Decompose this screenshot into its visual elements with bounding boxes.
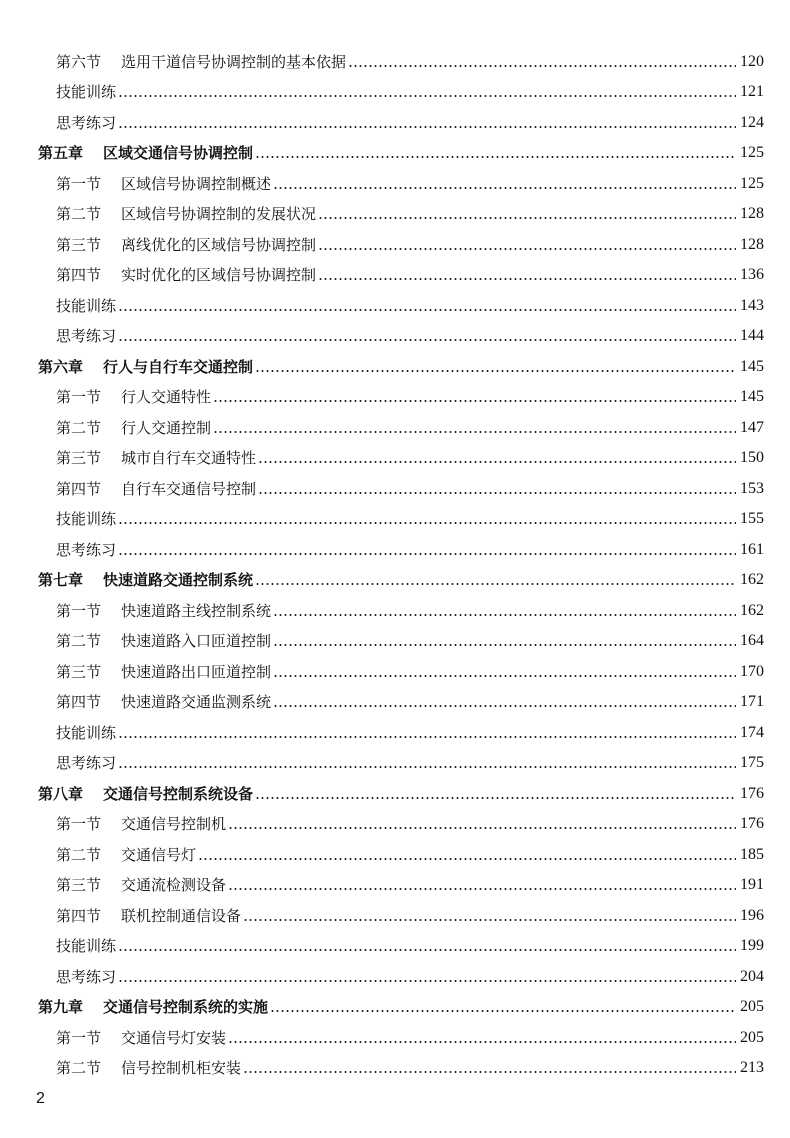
entry-page-number: 143 [740,296,764,314]
entry-title: 区域信号协调控制概述 [121,174,272,193]
entry-title: 城市自行车交通特性 [121,449,257,467]
dot-leader [118,949,736,951]
entry-title: 区域交通信号协调控制 [103,144,254,162]
entry-title: 技能训练 [56,296,117,315]
toc-chapter-entry [38,559,764,590]
entry-title-group [38,144,253,162]
dot-leader [273,614,736,616]
entry-number: 第八章 [38,784,84,803]
toc-section-entry [38,894,764,925]
entry-number: 第二节 [56,418,102,437]
entry-title: 快速道路交通控制系统 [103,571,254,589]
dot-leader [318,217,736,219]
entry-number: 第四节 [56,479,102,498]
dot-leader [213,400,736,402]
entry-title-group [38,358,253,376]
dot-leader [270,1010,736,1012]
entry-page-number: 162 [740,601,764,619]
entry-title: 技能训练 [56,510,117,528]
entry-number: 第一节 [56,388,102,406]
toc-section-entry [38,589,764,620]
entry-title: 交通信号控制机 [121,815,227,833]
entry-number: 第四节 [56,266,102,284]
entry-page-number: 175 [740,754,764,771]
toc-section-entry [38,1016,764,1047]
entry-title-group [56,205,316,223]
dot-leader [228,827,736,829]
entry-page-number: 161 [740,540,764,558]
entry-title: 快速道路主线控制系统 [121,601,272,620]
entry-title: 思考练习 [56,540,117,559]
toc-chapter-entry [38,986,764,1017]
entry-title-group [56,907,241,925]
entry-page-number: 196 [740,906,764,924]
dot-leader [273,187,736,189]
entry-title-group [56,266,316,284]
entry-title-group [56,724,116,742]
entry-title-group [56,480,256,498]
toc-section-entry [38,620,764,651]
entry-title: 技能训练 [56,723,117,742]
entry-page-number: 176 [740,815,764,832]
entry-number: 第三节 [56,876,102,894]
entry-number: 第一节 [56,601,102,620]
dot-leader [228,888,736,890]
entry-number: 第二节 [56,1059,102,1077]
entry-number: 第一节 [56,815,102,833]
entry-page-number: 120 [740,52,764,70]
toc-chapter-entry [38,772,764,803]
entry-title-group [56,419,211,437]
dot-leader [255,583,736,585]
entry-page-number: 121 [740,83,764,100]
entry-page-number: 128 [740,205,764,222]
toc-chapter-entry [38,345,764,376]
entry-page-number: 162 [740,571,764,588]
entry-title-group [56,876,226,894]
dot-leader [118,980,736,982]
entry-title: 技能训练 [56,83,117,101]
entry-page-number: 176 [740,784,764,802]
toc-section-entry [38,1047,764,1078]
entry-number: 第五章 [38,144,84,162]
entry-title: 区域信号协调控制的发展状况 [121,205,317,223]
entry-title: 行人与自行车交通控制 [103,357,254,376]
entry-number: 第一节 [56,174,102,193]
toc-section-entry [38,467,764,498]
dot-leader [273,644,736,646]
toc-section-entry [38,528,764,559]
toc-section-entry [38,681,764,712]
entry-title-group [56,937,116,955]
entry-page-number: 185 [740,845,764,863]
dot-leader [255,797,736,799]
entry-number: 第六章 [38,357,84,376]
entry-title: 思考练习 [56,113,117,132]
entry-title: 行人交通特性 [121,388,212,406]
toc-section-entry [38,101,764,132]
entry-number: 第一节 [56,1028,102,1047]
entry-number: 第七章 [38,571,84,589]
entry-page-number: 147 [740,418,764,436]
toc-section-entry [38,437,764,468]
entry-page-number: 213 [740,1059,764,1076]
page-number: 2 [36,1090,45,1107]
entry-title-group [56,449,256,467]
entry-title-group [56,846,196,864]
entry-title-group [38,998,268,1016]
entry-title-group [56,632,271,650]
entry-title: 快速道路交通监测系统 [121,693,272,711]
dot-leader [118,309,736,311]
entry-page-number: 128 [740,235,764,253]
entry-page-number: 164 [740,632,764,649]
entry-title: 自行车交通信号控制 [121,479,257,498]
entry-number: 第二节 [56,205,102,223]
entry-title-group [56,968,116,986]
entry-page-number: 191 [740,876,764,893]
dot-leader [255,156,736,158]
entry-page-number: 205 [740,1028,764,1046]
entry-number: 第二节 [56,845,102,864]
entry-page-number: 144 [740,327,764,344]
toc-section-entry [38,406,764,437]
dot-leader [273,705,736,707]
dot-leader [118,736,736,738]
entry-title-group [38,785,253,803]
dot-leader [118,522,736,524]
toc-section-entry [38,223,764,254]
toc-section-entry [38,925,764,956]
entry-page-number: 205 [740,998,764,1015]
entry-title: 思考练习 [56,967,117,986]
entry-page-number: 199 [740,937,764,954]
entry-title-group [56,83,116,101]
toc-section-entry [38,315,764,346]
dot-leader [318,278,736,280]
dot-leader [228,1041,736,1043]
toc-section-entry [38,376,764,407]
entry-title-group [56,815,226,833]
entry-title: 交通信号控制系统的实施 [103,998,269,1016]
toc-section-entry [38,71,764,102]
entry-page-number: 145 [740,388,764,405]
entry-title-group [56,327,116,345]
entry-title: 联机控制通信设备 [121,906,242,925]
toc-section-entry [38,162,764,193]
entry-number: 第四节 [56,693,102,711]
entry-title-group [56,602,271,620]
dot-leader [243,919,736,921]
dot-leader [118,766,736,768]
toc-section-entry [38,284,764,315]
entry-page-number: 204 [740,967,764,985]
entry-title-group [38,571,253,589]
entry-page-number: 170 [740,662,764,680]
entry-title-group [56,236,316,254]
toc-section-entry [38,650,764,681]
entry-title: 思考练习 [56,754,117,772]
entry-title: 选用干道信号协调控制的基本依据 [121,52,347,71]
dot-leader [258,492,736,494]
entry-title: 思考练习 [56,327,117,345]
toc-section-entry [38,498,764,529]
entry-page-number: 136 [740,266,764,283]
entry-title: 交通信号灯 [121,845,197,864]
entry-number: 第三节 [56,662,102,681]
toc-section-entry [38,803,764,834]
entry-title-group [56,53,346,71]
entry-page-number: 125 [740,144,764,161]
dot-leader [118,339,736,341]
entry-number: 第四节 [56,906,102,925]
entry-title: 行人交通控制 [121,418,212,437]
dot-leader [258,461,736,463]
dot-leader [318,248,736,250]
entry-title-group [56,510,116,528]
toc-section-entry [38,833,764,864]
entry-title-group [56,1029,226,1047]
entry-page-number: 145 [740,357,764,375]
entry-title-group [56,114,116,132]
entry-title-group [56,663,271,681]
entry-title-group [56,1059,241,1077]
entry-title: 交通流检测设备 [121,876,227,894]
entry-title: 技能训练 [56,937,117,955]
entry-number: 第六节 [56,52,102,71]
dot-leader [273,675,736,677]
entry-number: 第三节 [56,449,102,467]
entry-title-group [56,297,116,315]
entry-title-group [56,388,211,406]
toc-section-entry [38,955,764,986]
toc-section-entry [38,711,764,742]
dot-leader [243,1071,736,1073]
dot-leader [213,431,736,433]
dot-leader [348,65,736,67]
toc-chapter-entry [38,132,764,163]
dot-leader [198,858,736,860]
dot-leader [118,126,736,128]
toc-section-entry [38,254,764,285]
toc-section-entry [38,864,764,895]
entry-page-number: 155 [740,510,764,527]
entry-title-group [56,693,271,711]
entry-title: 离线优化的区域信号协调控制 [121,235,317,254]
entry-page-number: 171 [740,693,764,710]
entry-title-group [56,754,116,772]
entry-title: 信号控制机柜安装 [121,1059,242,1077]
entry-page-number: 124 [740,113,764,131]
dot-leader [118,553,736,555]
entry-page-number: 174 [740,723,764,741]
entry-title-group [56,175,271,193]
entry-page-number: 153 [740,479,764,497]
entry-title: 交通信号灯安装 [121,1028,227,1047]
entry-page-number: 150 [740,449,764,466]
entry-title: 交通信号控制系统设备 [103,784,254,803]
toc-section-entry [38,193,764,224]
entry-number: 第二节 [56,632,102,650]
toc-section-entry [38,40,764,71]
entry-title: 快速道路入口匝道控制 [121,632,272,650]
entry-number: 第三节 [56,235,102,254]
entry-title: 快速道路出口匝道控制 [121,662,272,681]
entry-title: 实时优化的区域信号协调控制 [121,266,317,284]
entry-page-number: 125 [740,174,764,192]
toc-section-entry [38,742,764,773]
entry-title-group [56,541,116,559]
entry-number: 第九章 [38,998,84,1016]
dot-leader [118,95,736,97]
dot-leader [255,370,736,372]
table-of-contents [38,40,764,1077]
